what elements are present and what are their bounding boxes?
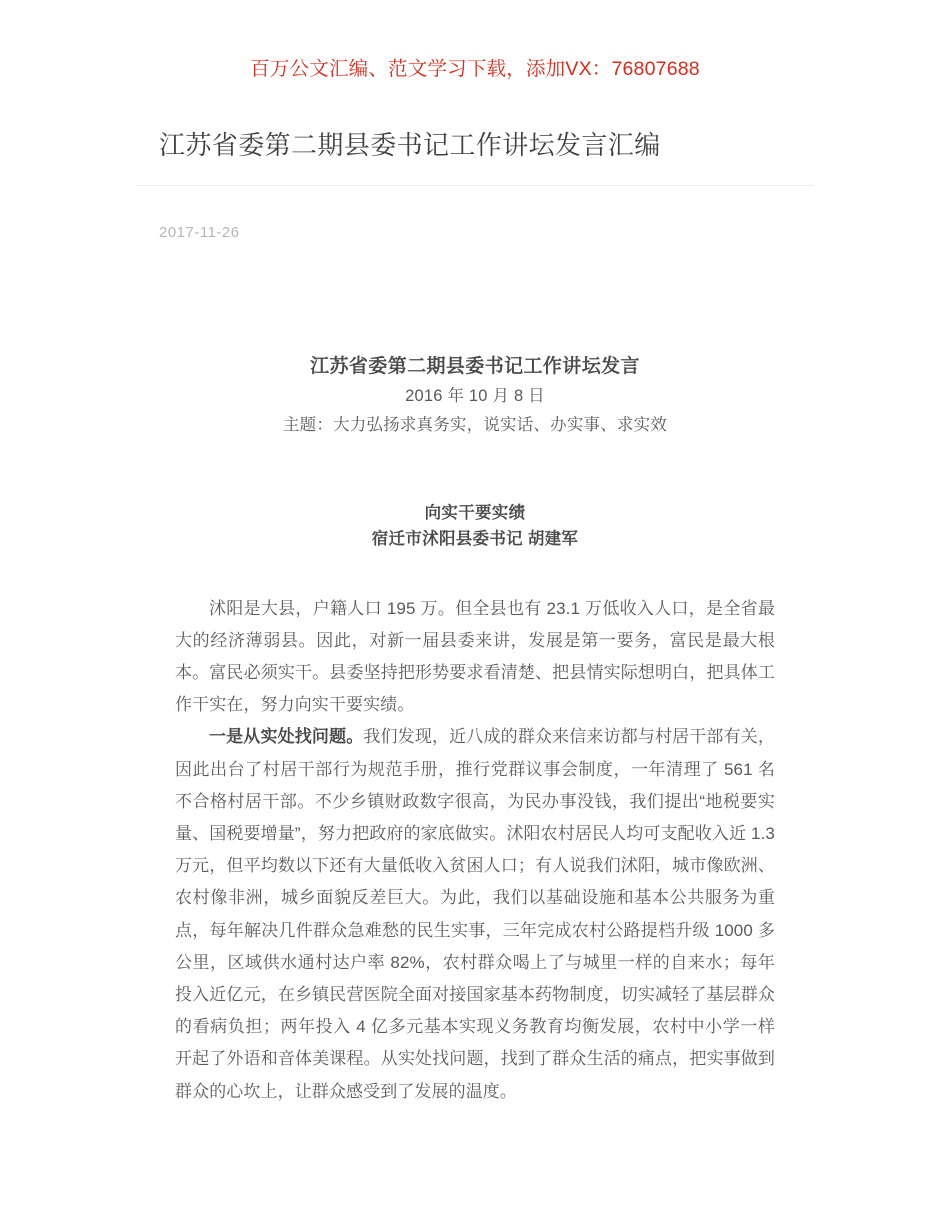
- document-topic: 主题：大力弘扬求真务实，说实话、办实事、求实效: [282, 415, 668, 434]
- paragraph-text: 沭阳是大县，户籍人口 195 万。但全县也有 23.1 万低收入人口，是全省最大的经济薄弱县。因此，对新一届县委来讲，发展是第一要务，富民是最大根本。富民必须实干。县委坚持把形势要求看清楚、把县情实际想明白，把具体工作干实在，努力向实干要实绩。: [175, 598, 775, 715]
- paragraph: [175, 721, 775, 1107]
- document-body: [175, 241, 775, 1107]
- document-date: 2016 年 10 月 8 日: [405, 386, 545, 405]
- speech-author: 宿迁市沭阳县委书记 胡建军: [371, 530, 579, 549]
- speech-title: 向实干要实绩: [424, 503, 526, 522]
- document-title: 江苏省委第二期县委书记工作讲坛发言: [310, 356, 640, 378]
- promo-banner: 百万公文汇编、范文学习下载，添加VX：76807688: [250, 58, 700, 80]
- paragraph: [175, 553, 775, 722]
- paragraph-text: 我们发现，近八成的群众来信来访都与村居干部有关，因此出台了村居干部行为规范手册，推行党群议事会制度，一年清理了 561 名不合格村居干部。不少乡镇财政数字很高，为民办事没钱，我们提出“地税要实量、国税要增量”，努力把政府的家底做实。沭阳农村居民人均可支配收入近 1.3 万元，但平均数以下还有大量低收入贫困人口；有人说我们沭阳，城市像欧洲、农村像非洲，城乡面貌反差巨大。为此，我们以基础设施和基本公共服务为重点，每年解决几件群众急难愁的民生实事，三年完成农村公路提档升级 1000 多公里，区域供水通村达户率 82%，农村群众喝上了与城里一样的自来水；每年投入近亿元，在乡镇民营医院全面对接国家基本药物制度，切实减轻了基层群众的看病负担；两年投入 4 亿多元基本实现义务教育均衡发展，农村中小学一样开起了外语和音体美课程。从实处找问题，找到了群众生活的痛点，把实事做到群众的心坎上，让群众感受到了发展的温度。: [175, 727, 775, 1101]
- page-title: 江苏省委第二期县委书记工作讲坛发言汇编: [159, 130, 661, 161]
- paragraph-lead: 一是从实处找问题。: [209, 727, 364, 747]
- article-header: [136, 81, 814, 241]
- article-date: 2017-11-26: [159, 224, 240, 242]
